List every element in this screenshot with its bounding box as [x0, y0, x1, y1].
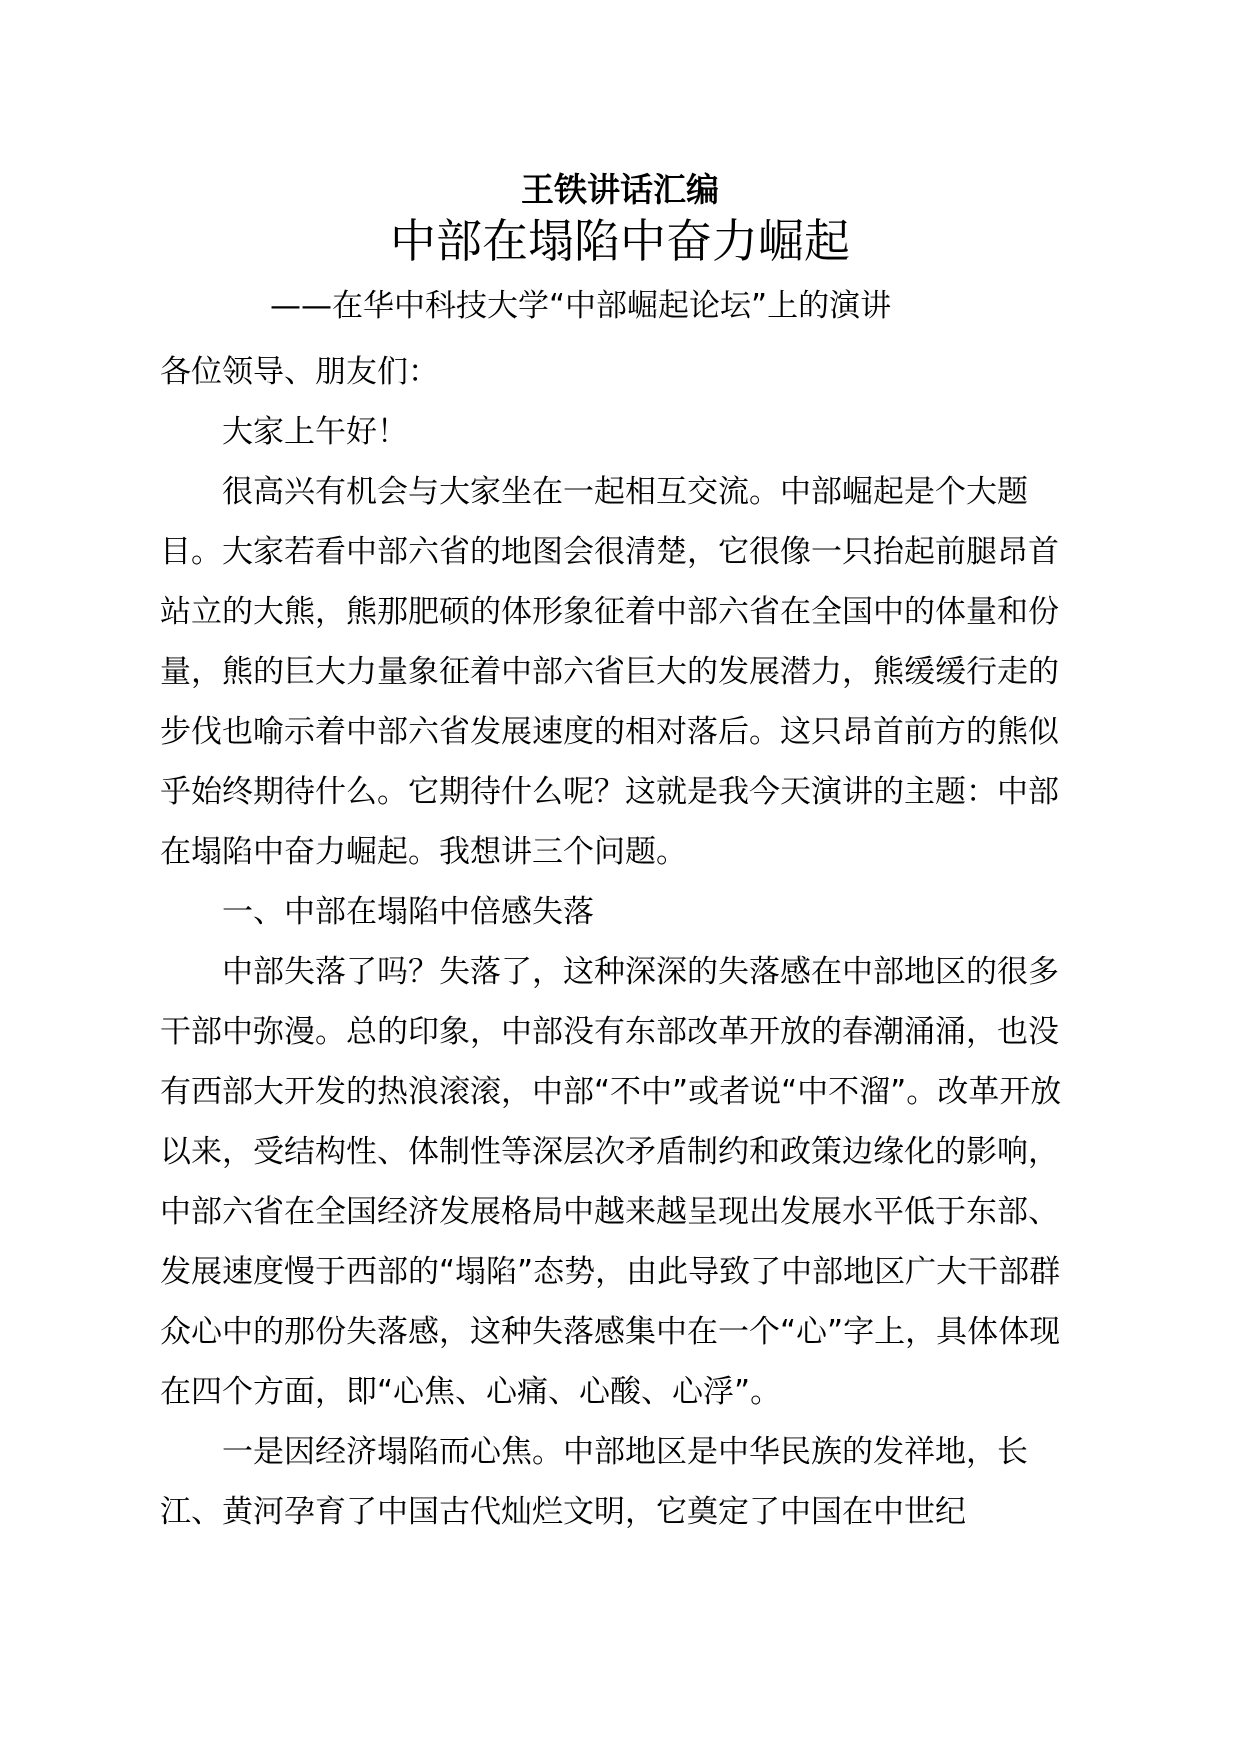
paragraph-point-1: 一是因经济塌陷而心焦。中部地区是中华民族的发祥地，长江、黄河孕育了中国古代灿烂文明，它奠定了中国在中世纪	[160, 1434, 1028, 1530]
page-title: 中部在塌陷中奋力崛起	[390, 214, 850, 268]
document-body	[160, 342, 1082, 1542]
series-title: 王铁讲话汇编	[521, 170, 719, 209]
paragraph-section-1: 中部失落了吗？失落了，这种深深的失落感在中部地区的很多干部中弥漫。总的印象，中部没有东部改革开放的春潮涌涌，也没有西部大开发的热浪滚滚，中部“不中”或者说“中不溜”。改革开放以来，受结构性、体制性等深层次矛盾制约和政策边缘化的影响，中部六省在全国经济发展格局中越来越呈现出发展水平低于东部、发展速度慢于西部的“塌陷”态势，由此导致了中部地区广大干部群众心中的那份失落感，这种失落感集中在一个“心”字上，具体体现在四个方面，即“心焦、心痛、心酸、心浮”。	[160, 954, 1062, 1410]
salutation: 各位领导、朋友们：	[160, 354, 439, 390]
paragraph-intro: 很高兴有机会与大家坐在一起相互交流。中部崛起是个大题目。大家若看中部六省的地图会很清楚，它很像一只抬起前腿昂首站立的大熊，熊那肥硕的体形象征着中部六省在全国中的体量和份量，熊的巨大力量象征着中部六省巨大的发展潜力，熊缓缓行走的步伐也喻示着中部六省发展速度的相对落后。这只昂首前方的熊似乎始终期待什么。它期待什么呢？这就是我今天演讲的主题：中部在塌陷中奋力崛起。我想讲三个问题。	[160, 474, 1059, 870]
greeting: 大家上午好！	[222, 414, 408, 450]
subtitle: ——在华中科技大学“中部崛起论坛”上的演讲	[270, 288, 892, 324]
section-heading-1: 一、中部在塌陷中倍感失落	[222, 894, 594, 930]
